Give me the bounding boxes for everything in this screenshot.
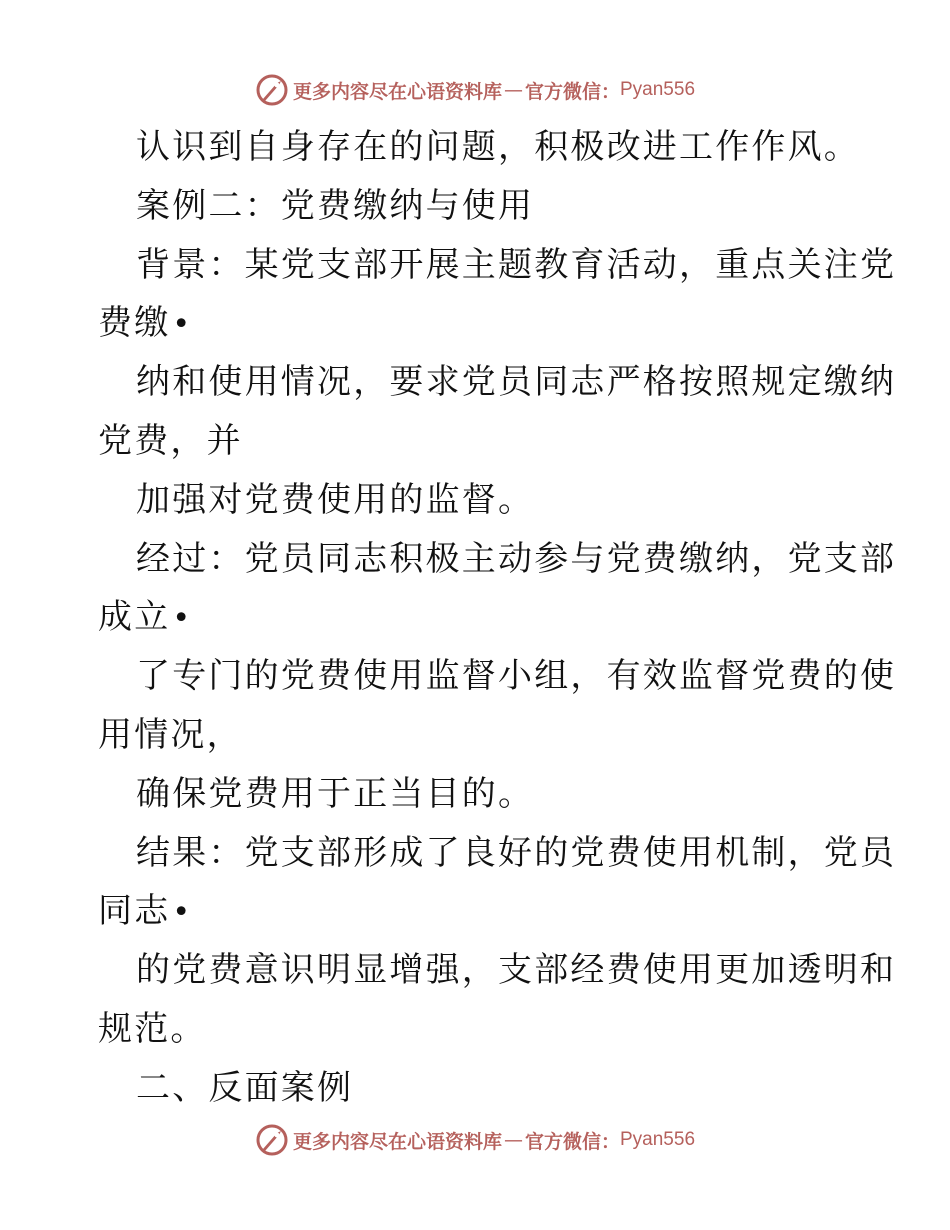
text-line: 费缴• — [98, 303, 193, 344]
quill-logo-icon — [255, 1123, 289, 1157]
header-watermark-banner — [0, 70, 950, 110]
banner-dash: — — [503, 1129, 523, 1151]
banner-wechat-id: Pyan556 — [620, 1129, 696, 1150]
text-line: 了专门的党费使用监督小组，有效监督党费的使 — [136, 656, 897, 697]
banner-wechat-id: Pyan556 — [620, 79, 696, 100]
text-line: 加强对党费使用的监督。 — [136, 479, 535, 520]
banner-wechat-label: 官方微信： — [524, 80, 620, 103]
text-line: 同志• — [98, 891, 193, 932]
banner-dash: — — [503, 79, 523, 101]
document-body — [0, 118, 950, 1118]
text-line: 成立• — [98, 597, 193, 638]
footer-watermark-banner — [0, 1120, 950, 1160]
text-line: 纳和使用情况，要求党员同志严格按照规定缴纳 — [136, 362, 897, 403]
section-heading: 案例二：党费缴纳与使用 — [136, 185, 535, 226]
text-line: 背景：某党支部开展主题教育活动，重点关注党 — [136, 244, 897, 285]
banner-site-text: 更多内容尽在心语资料库 — [292, 80, 502, 103]
bullet-mark: • — [172, 895, 193, 931]
text-line: 规范。 — [98, 1008, 207, 1049]
text-line: 党费，并 — [98, 420, 243, 461]
text-line: 认识到自身存在的问题，积极改进工作作风。 — [136, 127, 860, 167]
text-line: 用情况， — [98, 714, 243, 755]
banner-wechat-label: 官方微信： — [524, 1130, 620, 1153]
bullet-mark: • — [172, 601, 193, 637]
bullet-mark: • — [172, 307, 193, 343]
banner-site-text: 更多内容尽在心语资料库 — [292, 1130, 502, 1153]
text-line: 确保党费用于正当目的。 — [136, 773, 535, 814]
text-line: 结果：党支部形成了良好的党费使用机制，党员 — [136, 832, 897, 873]
text-line: 的党费意识明显增强，支部经费使用更加透明和 — [136, 950, 897, 991]
text-line: 经过：党员同志积极主动参与党费缴纳，党支部 — [136, 538, 897, 579]
quill-logo-icon — [255, 73, 289, 107]
section-heading: 二、反面案例 — [136, 1067, 354, 1108]
